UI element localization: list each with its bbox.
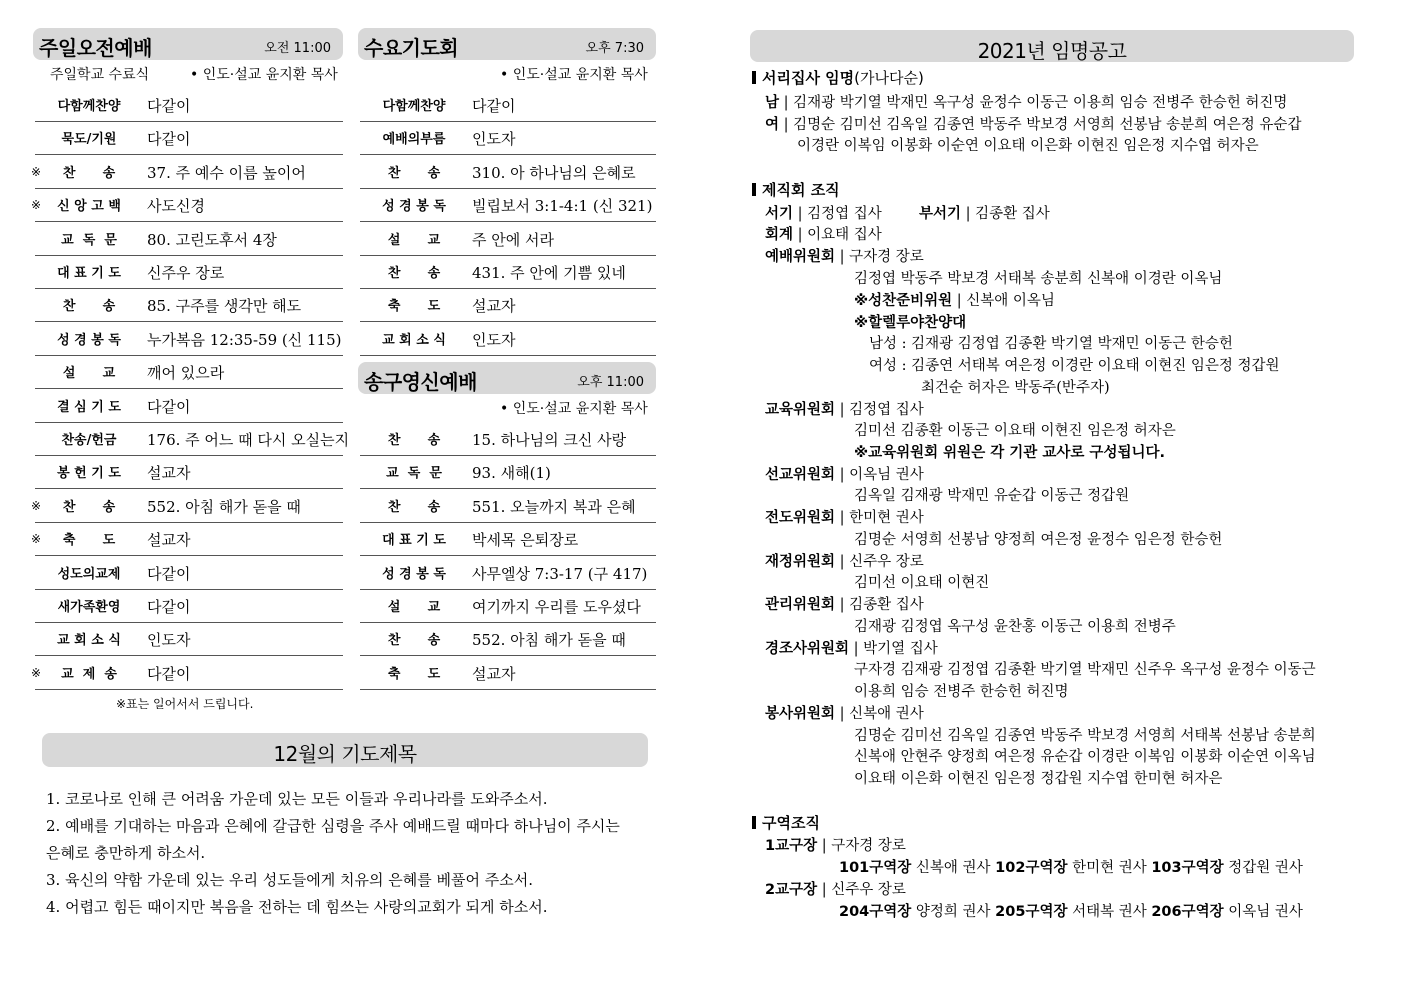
order-row: [35, 589, 343, 623]
management-committee: 관리위원회 | 김종환 집사: [765, 597, 924, 613]
order-row: [35, 222, 343, 256]
deacons-heading: 서리집사 임명(가나다순): [752, 67, 924, 88]
order-label: 찬 송: [387, 633, 441, 649]
order-label: 성 경 봉 독: [382, 566, 446, 582]
order-row: [31, 489, 343, 523]
order-row: [31, 188, 343, 222]
order-label: 교 독 문: [61, 232, 117, 248]
order-label: 찬 송: [387, 433, 441, 448]
wednesday-header: [358, 28, 656, 60]
order-label: 찬 송: [387, 499, 441, 515]
order-label: 결 심 기 도: [57, 399, 121, 415]
order-row: [31, 155, 343, 189]
order-row: [35, 422, 350, 456]
mission-members: 김옥일 김재광 박재민 유순갑 이동근 정갑원: [854, 488, 1130, 504]
order-value: 93. 새해(1): [472, 464, 551, 483]
order-row: [360, 556, 656, 590]
order-label: 성도의교제: [57, 566, 121, 582]
condolence-committee: 경조사위원회 | 박기열 집사: [765, 641, 938, 657]
women-deacons: 여 | 김명순 김미선 김옥일 김종연 박동주 박보경 서영희 선봉남 송분희 여은정 유순갑: [765, 117, 1302, 133]
order-label: 대 표 기 도: [382, 533, 446, 549]
order-row: [360, 322, 656, 356]
order-value: 다같이: [472, 97, 516, 115]
choir-label: ※할렐루야찬양대: [854, 315, 967, 331]
standing-mark: ※: [31, 164, 42, 179]
district-1: 1교구장 | 구자경 장로: [765, 838, 906, 854]
order-row: [360, 489, 656, 523]
order-value: 신주우 장로: [147, 264, 225, 282]
newyear-header: [358, 362, 656, 394]
finance-members: 김미선 이요태 이현진: [854, 575, 990, 591]
order-row: [35, 355, 343, 389]
sunday-sub-left: 주일학교 수료식: [50, 67, 150, 83]
order-row: [360, 455, 656, 489]
wednesday-title: 수요기도회: [364, 36, 459, 60]
order-value: 설교자: [472, 664, 516, 683]
worship-committee: 예배위원회 | 구자경 장로: [765, 249, 924, 265]
order-label: 새가족환영: [57, 600, 121, 615]
standing-mark: ※: [31, 198, 42, 213]
order-label: 축 도: [387, 299, 441, 315]
standing-mark: ※: [31, 532, 42, 547]
order-label: 축 도: [387, 666, 441, 682]
order-label: 교 제 송: [61, 666, 117, 682]
appointment-title: 2021년 임명공고: [977, 39, 1127, 63]
order-row: [35, 455, 343, 489]
mission-committee: 선교위원회 | 이옥님 권사: [765, 467, 924, 483]
choir-men: 남성 : 김재광 김정엽 김종환 박기열 박재민 이동근 한승헌: [869, 336, 1233, 352]
order-row: [360, 188, 656, 222]
service-members-cont: 신복애 안현주 양정희 여은정 유순갑 이경란 이복임 이봉화 이순연 이옥님: [854, 749, 1316, 765]
order-value: 사도신경: [147, 197, 205, 216]
sunday-header: [33, 28, 343, 60]
order-row: [35, 88, 343, 122]
order-label: 찬 송: [387, 165, 441, 181]
council-heading: 제직회 조직: [752, 179, 840, 200]
order-row: [360, 522, 656, 556]
service-members: 김명순 김미선 김옥일 김종연 박동주 박보경 서영희 서태복 선봉남 송분희: [854, 728, 1316, 744]
evangelism-members: 김명순 서영희 선봉남 양정희 여은정 윤정수 임은정 한승헌: [854, 532, 1223, 548]
order-label: 교 독 문: [386, 466, 442, 482]
order-value: 다같이: [147, 664, 191, 683]
condolence-members-cont: 이용희 임승 전병주 한승헌 허진명: [854, 684, 1069, 700]
worship-members: 김정엽 박동주 박보경 서태복 송분희 신복애 이경란 이옥님: [854, 271, 1223, 287]
order-row: [360, 288, 656, 322]
praise-prep: ※성찬준비위원 | 신복애 이옥님: [854, 293, 1055, 309]
order-row: [360, 155, 656, 189]
choir-women-cont: 최건순 허자은 박동주(반주자): [921, 380, 1110, 396]
order-row: [35, 622, 343, 656]
order-value: 깨어 있으라: [147, 364, 225, 383]
sunday-time: 오전 11:00: [264, 41, 331, 56]
sunday-sub-right: • 인도·설교 윤지환 목사: [190, 67, 338, 83]
wednesday-time: 오후 7:30: [585, 41, 644, 56]
order-row: [35, 322, 343, 356]
prayer-title: 12월의 기도제목: [273, 742, 417, 766]
prayer-header: [42, 733, 648, 767]
order-value: 사무엘상 7:3-17 (구 417): [472, 564, 648, 583]
women-deacons-cont: 이경란 이복임 이봉화 이순연 이요태 이은화 이현진 임은정 지수엽 허자은: [797, 138, 1259, 154]
order-value: 인도자: [472, 330, 516, 349]
order-value: 다같이: [147, 130, 191, 149]
order-value: 주 안에 서라: [472, 230, 554, 249]
standing-note: ※표는 일어서서 드립니다.: [116, 697, 254, 711]
choir-women: 여성 : 김종연 서태복 여은정 이경란 이요태 이현진 임은정 정갑원: [869, 358, 1280, 374]
service-members-cont2: 이요태 이은화 이현진 임은정 정갑원 지수엽 한미현 허자은: [854, 771, 1223, 787]
order-value: 310. 아 하나님의 은혜로: [472, 163, 636, 182]
education-members: 김미선 김종환 이동근 이요태 이현진 임은정 허자은: [854, 423, 1176, 439]
order-value: 431. 주 안에 기쁨 있네: [472, 264, 626, 282]
district-heading: 구역조직: [752, 812, 820, 833]
secretary-line: 서기 | 김정엽 집사: [765, 206, 882, 222]
order-label: 설 교: [387, 600, 441, 615]
wednesday-sub-right: • 인도·설교 윤지환 목사: [500, 67, 648, 83]
order-label: 설 교: [62, 366, 116, 382]
order-label: 찬 송: [62, 299, 116, 315]
order-label: 찬 송: [387, 266, 441, 281]
standing-mark: ※: [31, 665, 42, 680]
vice-secretary-line: 부서기 | 김종환 집사: [919, 206, 1050, 222]
order-row: [360, 88, 656, 122]
appointment-header: [750, 30, 1354, 62]
order-row: [35, 389, 343, 423]
prayer-item: 4. 어렵고 힘든 때이지만 복음을 전하는 데 힘쓰는 사랑의교회가 되게 하소서.: [46, 898, 548, 916]
order-value: 인도자: [472, 130, 516, 149]
order-row: [35, 556, 343, 590]
order-value: 37. 주 예수 이름 높이어: [147, 163, 306, 182]
order-row: [360, 589, 656, 623]
order-label: 찬 송: [62, 165, 116, 181]
order-label: 묵도/기원: [61, 132, 117, 148]
men-deacons: 남 | 김재광 박기열 박재민 옥구성 윤정수 이동근 이용희 임승 전병주 한승헌 허진명: [765, 95, 1288, 111]
order-label: 다함께찬양: [382, 99, 446, 114]
order-label: 찬송/헌금: [61, 433, 117, 448]
order-row: [360, 422, 656, 456]
order-row: [35, 121, 343, 155]
order-value: 다같이: [147, 564, 191, 583]
finance-committee: 재정위원회 | 신주우 장로: [765, 554, 924, 570]
order-value: 80. 고린도후서 4장: [147, 230, 277, 249]
order-value: 설교자: [147, 464, 191, 483]
order-value: 552. 아침 해가 돋을 때: [147, 497, 301, 516]
order-row: [360, 622, 656, 656]
order-row: [360, 255, 656, 289]
order-label: 성 경 봉 독: [57, 332, 121, 348]
newyear-sub-right: • 인도·설교 윤지환 목사: [500, 401, 648, 417]
management-members: 김재광 김정엽 옥구성 윤찬홍 이동근 이용희 전병주: [854, 619, 1176, 635]
order-value: 85. 구주를 생각만 해도: [147, 297, 302, 316]
order-value: 176. 주 어느 때 다시 오실는지: [147, 431, 350, 449]
order-label: 찬 송: [62, 499, 116, 515]
prayer-item: 2. 예배를 기대하는 마음과 은혜에 갈급한 심령을 주사 예배드릴 때마다 하나님이 주시는: [46, 817, 620, 835]
order-value: 다같이: [147, 397, 191, 416]
evangelism-committee: 전도위원회 | 한미현 권사: [765, 510, 924, 526]
order-value: 15. 하나님의 크신 사랑: [472, 431, 627, 449]
order-label: 설 교: [387, 232, 441, 248]
sunday-title: 주일오전예배: [39, 36, 152, 60]
order-label: 대 표 기 도: [57, 266, 121, 281]
order-value: 다같이: [147, 598, 191, 616]
education-note: ※교육위원회 위원은 각 기관 교사로 구성됩니다.: [854, 445, 1165, 461]
order-label: 봉 헌 기 도: [57, 466, 121, 482]
order-value: 551. 오늘까지 복과 은혜: [472, 497, 636, 516]
order-row: [31, 656, 343, 690]
district-2: 2교구장 | 신주우 장로: [765, 882, 906, 898]
order-value: 누가복음 12:35-59 (신 115): [147, 330, 342, 349]
treasurer-line: 회계 | 이요태 집사: [765, 227, 882, 243]
district-1-leaders: 101구역장 신복애 권사 102구역장 한미현 권사 103구역장 정갑원 권사: [839, 860, 1303, 876]
education-committee: 교육위원회 | 김정엽 집사: [765, 402, 924, 418]
district-2-leaders: 204구역장 양정희 권사 205구역장 서태복 권사 206구역장 이옥님 권사: [839, 904, 1303, 920]
order-row: [35, 288, 343, 322]
order-label: 축 도: [62, 533, 116, 549]
prayer-item: 은혜로 충만하게 하소서.: [46, 844, 206, 862]
order-label: 예배의부름: [382, 132, 446, 148]
order-row: [360, 222, 656, 256]
prayer-item: 3. 육신의 약함 가운데 있는 우리 성도들에게 치유의 은혜를 베풀어 주소서.: [46, 871, 533, 889]
order-value: 552. 아침 해가 돋을 때: [472, 631, 626, 650]
order-label: 교 회 소 식: [382, 332, 446, 348]
order-label: 성 경 봉 독: [382, 199, 446, 215]
order-value: 설교자: [147, 531, 191, 550]
order-row: [360, 656, 656, 690]
order-row: [35, 255, 343, 289]
order-row: [31, 522, 343, 556]
order-value: 설교자: [472, 297, 516, 316]
standing-mark: ※: [31, 498, 42, 513]
order-label: 교 회 소 식: [57, 633, 121, 649]
order-value: 다같이: [147, 97, 191, 115]
prayer-item: 1. 코로나로 인해 큰 어려움 가운데 있는 모든 이들과 우리나라를 도와주소서.: [46, 790, 548, 808]
order-row: [360, 121, 656, 155]
service-committee: 봉사위원회 | 신복애 권사: [765, 706, 924, 722]
order-value: 인도자: [147, 631, 191, 650]
order-value: 여기까지 우리를 도우셨다: [472, 598, 641, 616]
order-label: 신 앙 고 백: [57, 199, 121, 215]
order-value: 박세목 은퇴장로: [472, 531, 579, 550]
newyear-title: 송구영신예배: [364, 370, 477, 394]
order-value: 빌립보서 3:1-4:1 (신 321): [472, 197, 653, 216]
newyear-time: 오후 11:00: [577, 375, 644, 390]
condolence-members: 구자경 김재광 김정엽 김종환 박기열 박재민 신주우 옥구성 윤정수 이동근: [854, 662, 1316, 678]
order-label: 다함께찬양: [57, 99, 121, 114]
